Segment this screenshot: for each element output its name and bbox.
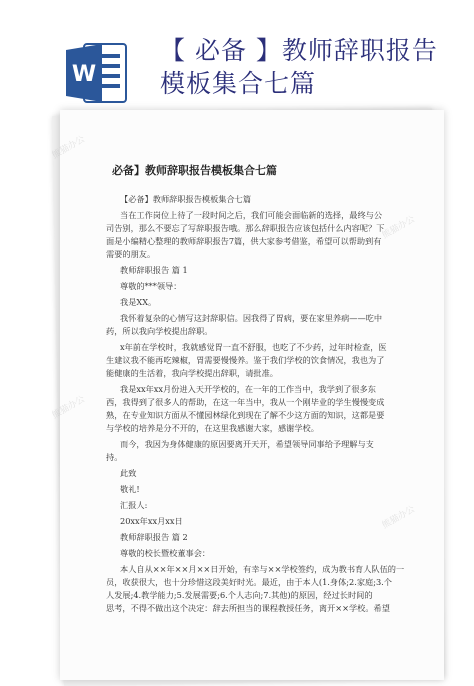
doc-line: x年前在学校时，我就感觉胃一直不舒服，也吃了不少药，过年时检查，医	[120, 342, 387, 352]
watermark: 熊猫办公	[380, 214, 417, 242]
doc-line: 【必备】教师辞职报告模板集合七篇	[120, 194, 252, 204]
word-document-icon	[66, 40, 128, 106]
doc-line: 生建议我不能再吃辣椒，胃需要慢慢养。鉴于我们学校的饮食情况，我也为了	[106, 355, 385, 365]
doc-line: 当在工作岗位上待了一段时间之后，我们可能会面临新的选择，最终与公	[120, 210, 383, 220]
doc-line: 我怀着复杂的心情写这封辞职信。因我得了胃病，要在家里养病——吃中	[120, 313, 383, 323]
doc-line: 思考，不得不做出这个决定：辞去所担当的课程教授任务，离开××学校。希望	[106, 603, 390, 613]
doc-line: 汇报人:	[120, 500, 148, 510]
document-title: 必备】教师辞职报告模板集合七篇	[112, 164, 277, 177]
doc-line: 人发展;4.教学能力;5.发展需要;6.个人志向;7.其他)的原因，经过长时间的	[106, 590, 373, 600]
doc-line: 教师辞职报告 篇 2	[120, 532, 188, 542]
doc-line: 此致	[120, 468, 137, 478]
doc-line: 药，所以我向学校提出辞职。	[106, 326, 213, 336]
doc-line: 西，我得到了很多人的帮助，在这一年当中，我从一个刚毕业的学生慢慢变成	[106, 397, 385, 407]
doc-line: 教师辞职报告 篇 1	[120, 265, 188, 275]
doc-line: 司告别，那么不要忘了写辞职报告哦。那么辞职报告应该包括什么内容呢？下	[106, 223, 385, 233]
watermark: 熊猫办公	[380, 504, 417, 532]
doc-line: 与学校的培养是分不开的，在这里我感谢大家，感谢学校。	[106, 423, 319, 433]
page-header	[0, 0, 474, 120]
doc-line: 能健康的生活着，我向学校提出辞职，请批准。	[106, 368, 278, 378]
doc-line: 面是小编精心整理的教师辞职报告7篇，供大家参考借鉴，希望可以帮助到有	[106, 236, 382, 246]
watermark: 熊猫办公	[50, 394, 87, 422]
doc-line: 我是XX。	[120, 297, 157, 307]
doc-line: 而今，我因为身体健康的原因要离开天开，希望领导同事给予理解与支	[120, 439, 374, 449]
doc-line: 20xx年xx月xx日	[120, 516, 183, 526]
doc-line: 我是xx年xx月份进入天开学校的，在一年的工作当中，我学到了很多东	[120, 384, 376, 394]
page-title	[160, 34, 460, 100]
page-title-line-1: 【 必备 】教师辞职报告	[160, 36, 438, 65]
doc-line: 需要的朋友。	[106, 249, 156, 259]
doc-line: 持。	[106, 452, 123, 462]
doc-line: 熟，在专业知识方面从不懂园林绿化到现在了解不少这方面的知识，这都是要	[106, 410, 385, 420]
doc-line: 员，收获很大，也十分珍惜这段美好时光。最近，由于本人(1.身体;2.家庭;3.个	[106, 577, 392, 587]
document-page	[50, 110, 444, 680]
doc-line: 尊敬的校长暨校董事会：	[120, 548, 211, 558]
watermark: 熊猫办公	[50, 134, 87, 162]
page-title-line-2: 模板集合七篇	[160, 69, 317, 98]
doc-line: 本人自从××年××月××日开始，有幸与××学校签约，成为教书育人队伍的一	[120, 564, 405, 574]
doc-line: 尊敬的***领导：	[120, 281, 182, 291]
doc-line: 敬礼!	[120, 484, 140, 494]
svg-text:W: W	[71, 62, 97, 87]
